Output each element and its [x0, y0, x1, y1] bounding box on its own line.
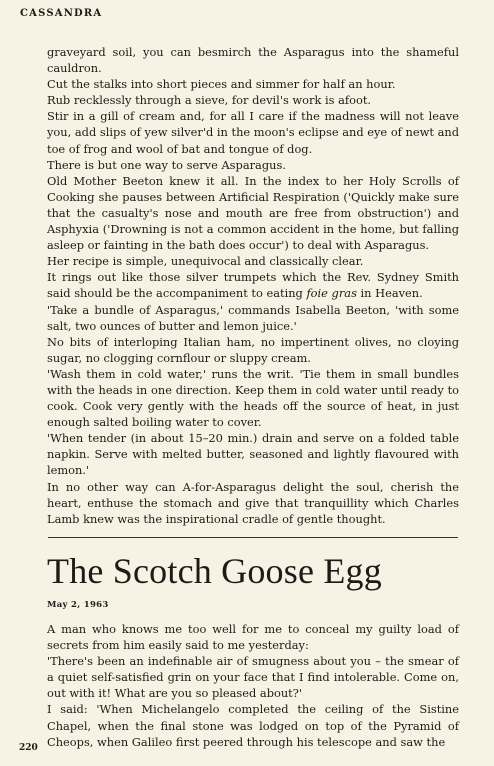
paragraph: No bits of interloping Italian ham, no impertinent olives, no cloying sugar, no clogging cornflour or sluppy cream. [47, 334, 459, 365]
asparagus-text-block [47, 44, 459, 527]
paragraph: I said: 'When Michelangelo completed the ceiling of the Sistine Chapel, when the final stone was lodged on top of the Pyramid of Cheops, when Galileo first peered through his telescope and saw the [47, 702, 459, 749]
paragraph: 'Take a bundle of Asparagus,' commands Isabella Beeton, 'with some salt, two ounces of butter and lemon juice.' [47, 302, 459, 333]
running-head: CASSANDRA [20, 8, 103, 19]
paragraph: 'There's been an indefinable air of smugness about you – the smear of a quiet self-satisfied grin on your face that I find intolerable. Come on, out with it! What are you so pleased about?' [47, 654, 459, 701]
paragraph: In no other way can A-for-Asparagus delight the soul, cherish the heart, enthuse the stomach and give that tranquillity which Charles Lamb knew was the inspirational cradle of gentle thought. [47, 479, 459, 526]
paragraph-sydney-smith [47, 269, 459, 301]
paragraph: Rub recklessly through a sieve, for devil's work is afoot. [47, 93, 372, 108]
paragraph: graveyard soil, you can besmirch the Asparagus into the shameful cauldron. [47, 45, 459, 76]
page-number: 220 [19, 743, 38, 753]
sydney-smith-text-end: in Heaven. [356, 286, 423, 301]
paragraph: There is but one way to serve Asparagus. [47, 157, 286, 172]
paragraph: 'When tender (in about 15–20 min.) drain and serve on a folded table napkin. Serve with melted butter, seasoned and lightly flavoured with lemon.' [47, 431, 459, 478]
paragraph: Old Mother Beeton knew it all. In the index to her Holy Scrolls of Cooking she pauses between Artificial Respiration ('Quickly make sure that the casualty's nose and mouth are free from obstruction') and Asphyxia ('Drowning is not a common accident in the home, but falling asleep or fainting in the bath does occur') to deal with Asparagus. [47, 173, 459, 253]
paragraph: Her recipe is simple, unequivocal and classically clear. [47, 254, 364, 269]
chapter-date: May 2, 1963 [47, 600, 109, 610]
paragraph: Cut the stalks into short pieces and simmer for half an hour. [47, 77, 396, 92]
sydney-smith-text: It rings out like those silver trumpets which the Rev. Sydney Smith said should be the accompaniment to eating [47, 270, 459, 301]
scotch-goose-egg-text-block [47, 621, 459, 750]
paragraph: 'Wash them in cold water,' runs the writ. 'Tie them in small bundles with the heads in one direction. Keep them in cold water until ready to cook. Cook very gently with the heads off the source of heat, in just enough salted boiling water to cover. [47, 366, 459, 430]
paragraph: Stir in a gill of cream and, for all I care if the madness will not leave you, add slips of yew silver'd in the moon's eclipse and eye of newt and toe of frog and wool of bat and tongue of dog. [47, 109, 459, 156]
chapter-title: The Scotch Goose Egg [47, 551, 382, 591]
foie-gras-italic: foie gras [306, 286, 357, 301]
paragraph: A man who knows me too well for me to conceal my guilty load of secrets from him easily said to me yesterday: [47, 622, 459, 653]
section-divider [48, 537, 458, 538]
